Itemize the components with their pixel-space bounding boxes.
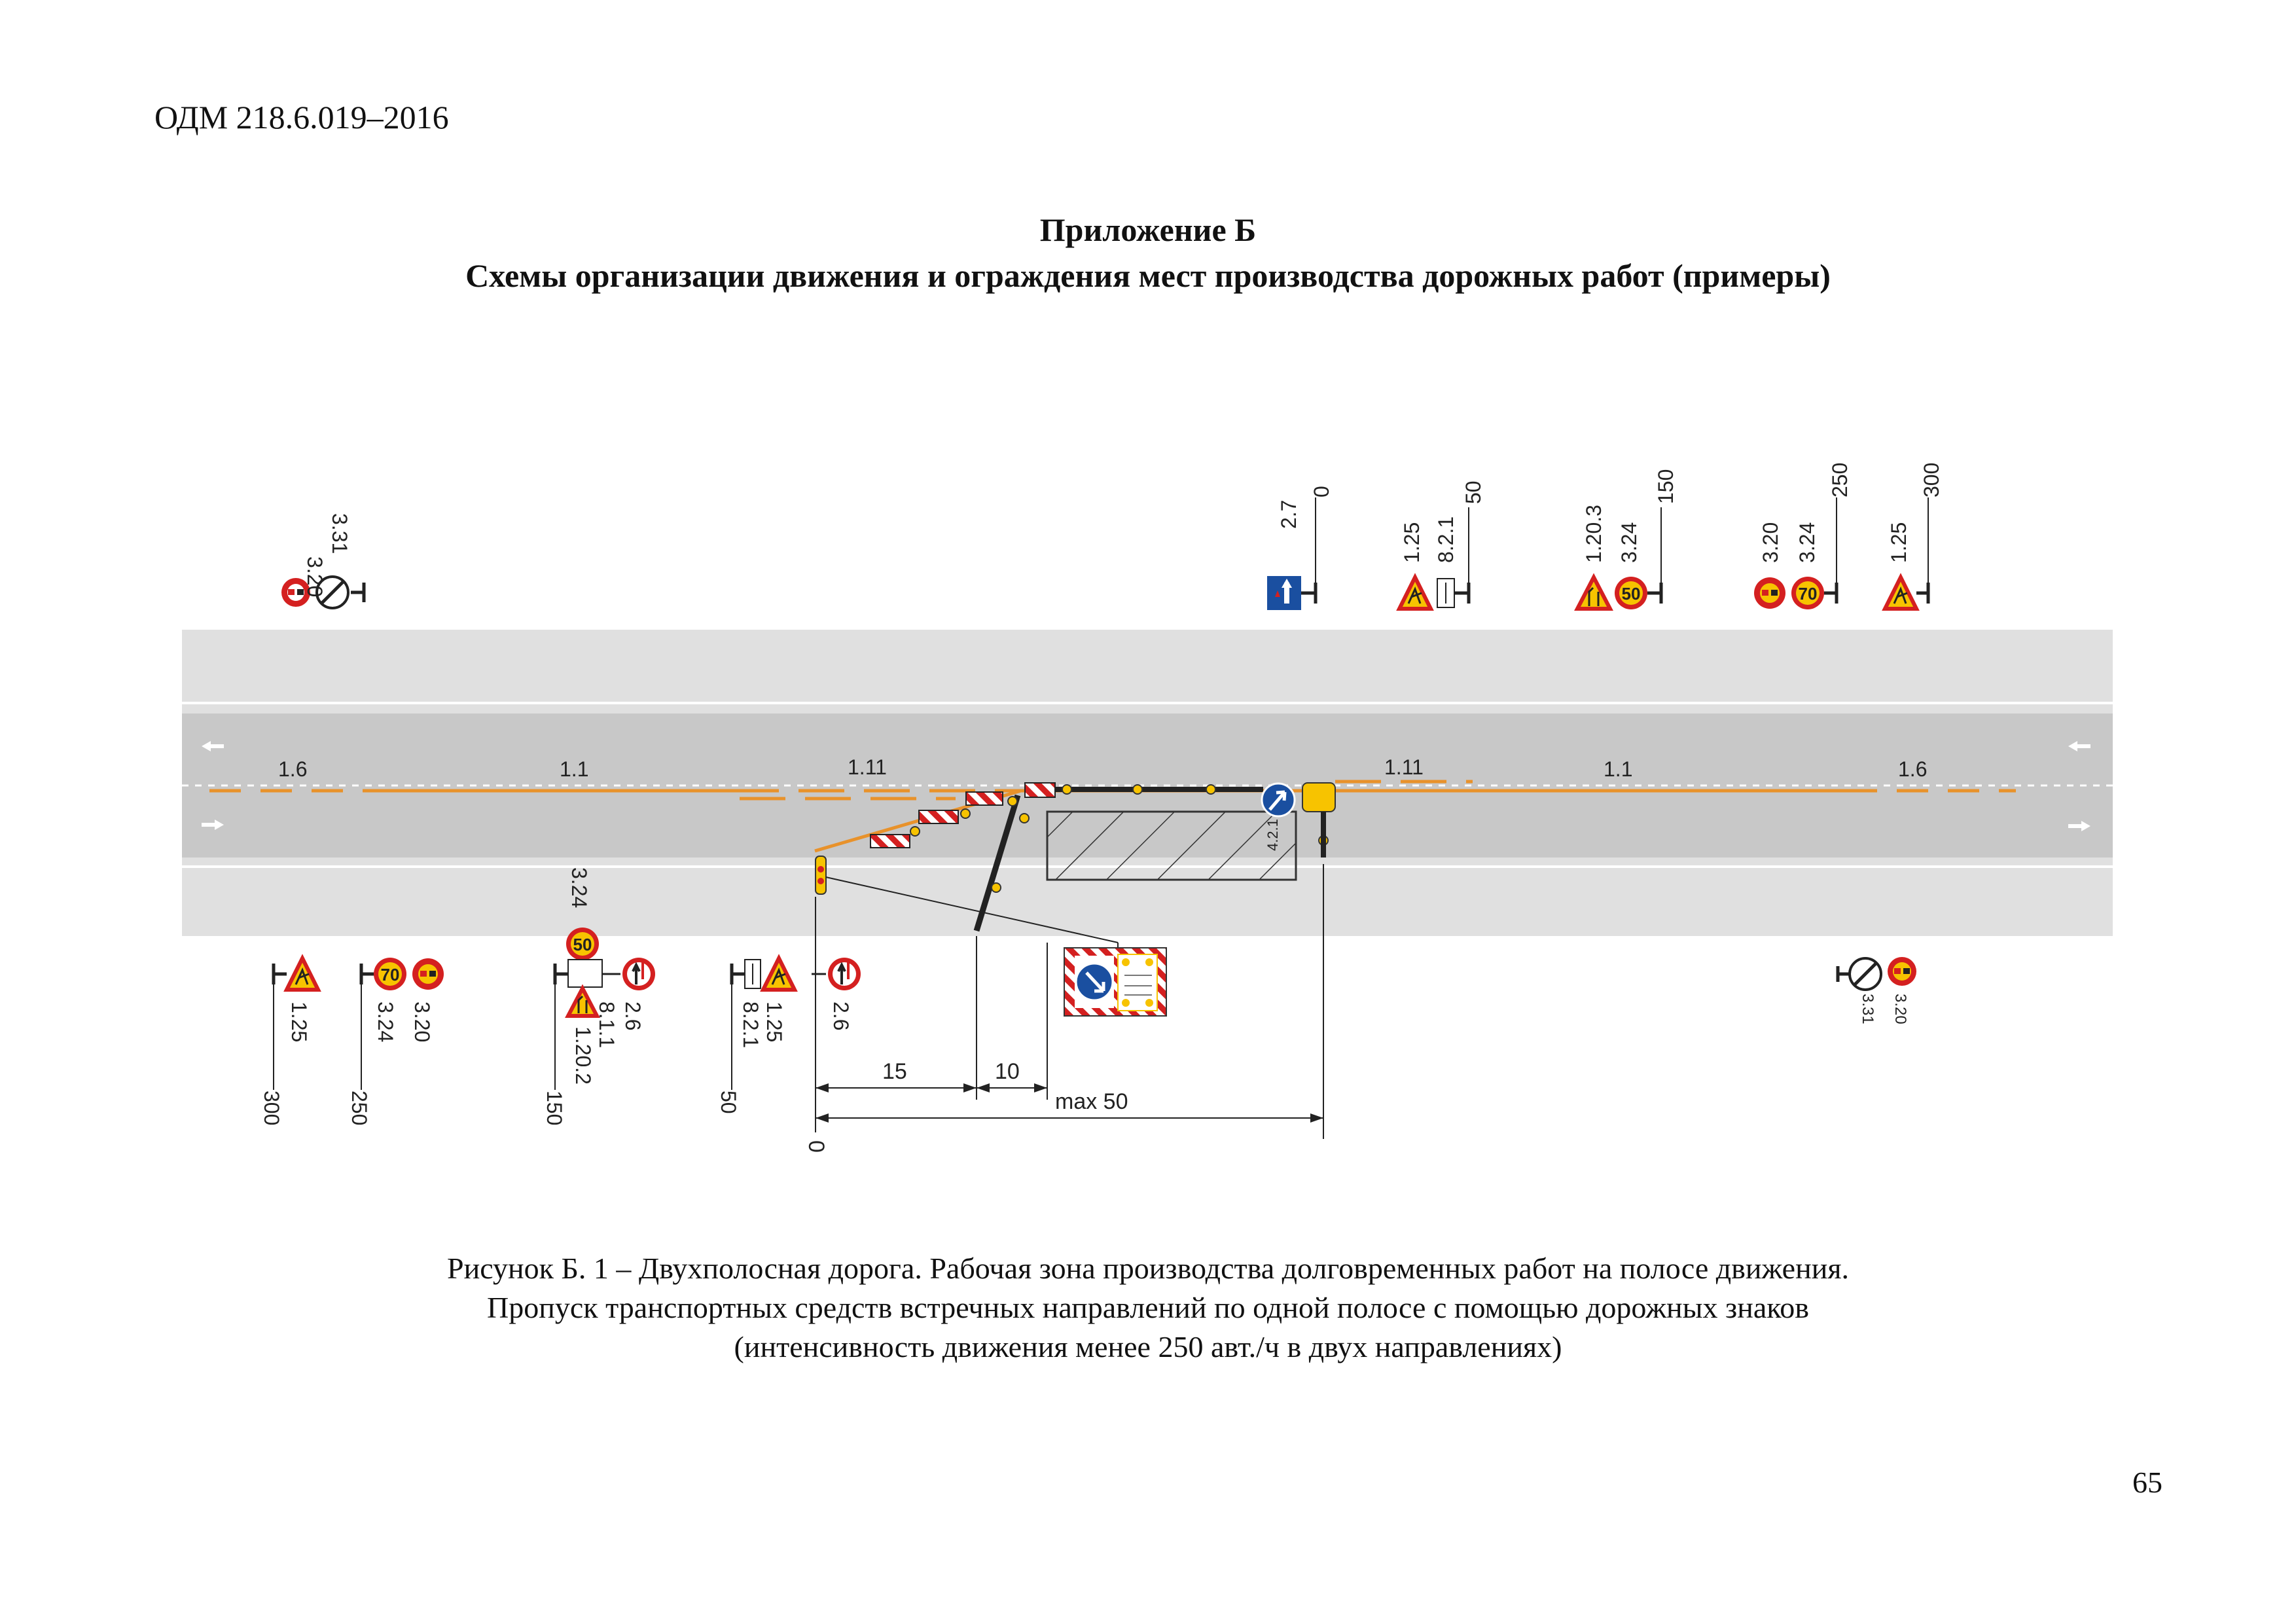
marking-label: 1.11 — [848, 755, 887, 779]
appendix-subtitle: Схемы организации движения и ограждения мест производства дорожных работ (примеры) — [465, 257, 1831, 294]
distance-label: 50 — [1462, 480, 1485, 504]
document-code: ОДМ 218.6.019–2016 — [154, 99, 449, 135]
road-narrows-sign-icon — [1577, 577, 1610, 609]
page-number: 65 — [2132, 1466, 2162, 1499]
road-narrows-sign-icon — [568, 988, 597, 1016]
speed-value: 70 — [380, 965, 400, 984]
marking-label: 1.1 — [1604, 757, 1633, 781]
sign-code-label: 2.6 — [621, 1001, 645, 1031]
sign-code-label: 3.20 — [1892, 994, 1909, 1024]
sign-code-label: 8.1.1 — [595, 1001, 619, 1049]
dimension-label: 10 — [995, 1059, 1020, 1084]
distance-label: 300 — [1920, 462, 1943, 497]
distance-label: 0 — [1310, 486, 1333, 497]
sign-code-label: 1.20.3 — [1582, 505, 1605, 563]
marking-label: 1.1 — [560, 757, 589, 781]
dimension-label: max 50 — [1055, 1089, 1128, 1114]
distance-label: 150 — [1654, 469, 1677, 504]
bottom-sign-group — [812, 958, 861, 1030]
caption-line: Пропуск транспортных средств встречных направлений по одной полосе с помощью дорожных знаков — [487, 1291, 1809, 1324]
top-sign-group — [1754, 463, 1852, 609]
dimension-label: 15 — [882, 1059, 907, 1084]
road-works-sign-icon — [763, 958, 795, 990]
top-sign-group — [1577, 469, 1677, 609]
top-sign-group — [1885, 463, 1943, 609]
distance-label: 50 — [717, 1091, 740, 1114]
distance-label: 250 — [1828, 462, 1852, 497]
bottom-sign-group — [348, 958, 444, 1125]
sign-code-label: 1.25 — [1887, 522, 1910, 563]
bottom-sign-group — [260, 958, 318, 1125]
sign-code-label: 3.20 — [1759, 522, 1782, 563]
caption-line: (интенсивность движения менее 250 авт./ч в двух направлениях) — [734, 1330, 1562, 1363]
traffic-light-icon — [816, 856, 826, 894]
sign-code-label: 2.7 — [1277, 499, 1300, 529]
sign-code-label: 1.25 — [287, 1001, 311, 1043]
flashing-lamp-icon — [1302, 783, 1335, 812]
road-works-sign-icon — [1885, 577, 1916, 609]
distance-label: 250 — [348, 1091, 371, 1126]
figure-caption — [0, 1249, 2296, 1367]
distance-label: 300 — [260, 1091, 283, 1126]
sign-code-label: 3.20 — [303, 556, 327, 598]
sign-code-label: 1.25 — [762, 1001, 786, 1043]
road-works-sign-icon — [1399, 577, 1431, 609]
sign-code-label: 3.24 — [1795, 522, 1819, 563]
speed-value: 70 — [1798, 584, 1818, 604]
bottom-sign-group — [1838, 957, 1916, 1024]
road — [182, 630, 2113, 936]
speed-value: 50 — [573, 935, 592, 954]
marking-label: 1.11 — [1384, 755, 1424, 779]
sign-code-label: 3.24 — [374, 1001, 397, 1043]
sign-code-label: 8.2.1 — [739, 1001, 762, 1049]
distance-plate-icon — [568, 960, 602, 987]
sign-code-label: 3.24 — [1617, 522, 1641, 563]
sign-code-label: 3.31 — [1859, 994, 1876, 1024]
sign-code-label: 1.20.2 — [571, 1026, 595, 1085]
appendix-title: Приложение Б — [1039, 211, 1257, 248]
sign-code-label: 3.24 — [567, 867, 591, 909]
speed-value: 50 — [1621, 584, 1641, 604]
marking-label: 1.6 — [1898, 757, 1928, 781]
top-sign-group — [281, 513, 364, 608]
distance-label: 150 — [543, 1091, 566, 1126]
dimension-label: 0 — [804, 1140, 829, 1153]
caption-line: Рисунок Б. 1 – Двухполосная дорога. Рабочая зона производства долговременных работ на полосе движения. — [447, 1252, 1849, 1285]
sign-code-label: 1.25 — [1400, 522, 1424, 563]
detail-barrier-sign — [1064, 948, 1166, 1016]
sign-code-label: 3.20 — [410, 1001, 434, 1043]
bottom-sign-group — [717, 958, 795, 1114]
marking-label: 1.6 — [278, 757, 308, 781]
sign-code-label: 3.31 — [328, 513, 351, 554]
road-works-sign-icon — [287, 958, 318, 990]
sign-code-label: 2.6 — [829, 1001, 853, 1031]
sign-code-label: 4.2.1 — [1265, 819, 1281, 851]
sign-code-label: 8.2.1 — [1434, 516, 1458, 563]
top-sign-group — [1267, 486, 1333, 610]
top-sign-group — [1399, 480, 1485, 609]
